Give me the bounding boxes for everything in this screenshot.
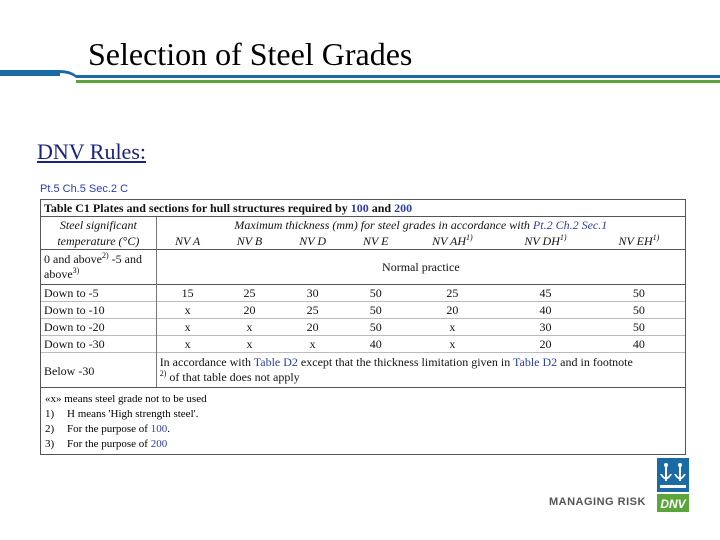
row-label: Down to -10	[41, 302, 156, 319]
row-label	[41, 250, 156, 285]
x-note: «x» means steel grade not to be used	[45, 393, 207, 405]
steel-grade-table	[40, 199, 686, 455]
caption-ref-100[interactable]: 100	[350, 201, 369, 215]
table-row	[41, 285, 685, 302]
footnote-ref-200[interactable]: 200	[150, 438, 168, 450]
row-label: Below -30	[41, 353, 156, 388]
cell: 50	[632, 303, 645, 317]
grade-header: NV D	[299, 234, 326, 248]
grade-label: NV EH	[618, 234, 653, 248]
cell: 30	[306, 286, 319, 300]
cell: x	[246, 337, 253, 351]
cell: 45	[539, 286, 552, 300]
dnv-rules-heading: DNV Rules:	[37, 139, 146, 164]
grade-label: NV AH	[432, 234, 467, 248]
cell: x	[309, 337, 316, 351]
row-label-text: 0 and above	[44, 252, 102, 266]
header-temp-label-2: temperature (°C)	[41, 233, 156, 250]
table-d2-link[interactable]: Table D2	[253, 355, 298, 369]
cell: 20	[243, 303, 256, 317]
below-footnote: 2)	[159, 369, 167, 378]
header-rule	[0, 70, 720, 90]
cell: 30	[539, 320, 552, 334]
below-text-part: In accordance with	[159, 355, 254, 369]
managing-risk-tagline: MANAGING RISK	[549, 496, 646, 508]
table-caption	[41, 200, 685, 217]
footnote-text: For the purpose of	[67, 423, 151, 435]
table-notes	[41, 387, 685, 454]
cell: x	[449, 320, 456, 334]
below-text-part: except that the thickness limitation given in	[297, 355, 513, 369]
cell: 25	[306, 303, 319, 317]
cell: 25	[243, 286, 256, 300]
cell: x	[184, 303, 191, 317]
header-row-1	[41, 217, 685, 234]
table-row	[41, 336, 685, 353]
header-temp-label-1: Steel significant	[41, 217, 156, 234]
grade-footnote: 1)	[652, 233, 660, 242]
cell: x	[246, 320, 253, 334]
row-label-footnote: 3)	[72, 266, 80, 275]
cell: 40	[369, 337, 382, 351]
grade-header	[498, 233, 593, 250]
cell: x	[184, 337, 191, 351]
below-text	[156, 353, 685, 388]
footnote-text: For the purpose of	[67, 438, 151, 450]
below-text-part: of that table does not apply	[166, 370, 300, 384]
rule-reference: Pt.5 Ch.5 Sec.2 C	[40, 183, 129, 195]
row-label-text: above	[44, 267, 73, 281]
cell: 20	[539, 337, 552, 351]
caption-ref-200[interactable]: 200	[394, 201, 413, 215]
cell: 20	[446, 303, 459, 317]
table-d2-link[interactable]: Table D2	[513, 355, 558, 369]
cell: 15	[181, 286, 194, 300]
header-span	[156, 217, 685, 234]
grade-header	[407, 233, 499, 250]
row-label-text: -5 and	[108, 252, 142, 266]
cell: 50	[632, 286, 645, 300]
slide-title: Selection of Steel Grades	[88, 36, 413, 72]
below-text-part: and in footnote	[557, 355, 633, 369]
grade-header: NV A	[175, 234, 201, 248]
cell: 40	[539, 303, 552, 317]
cell: 50	[369, 303, 382, 317]
grade-header	[593, 233, 685, 250]
cell: 50	[369, 320, 382, 334]
header-span-ref[interactable]: Pt.2 Ch.2 Sec.1	[532, 218, 608, 232]
cell: 50	[369, 286, 382, 300]
cell: 40	[632, 337, 645, 351]
grade-footnote: 1)	[559, 233, 567, 242]
cell: 25	[446, 286, 459, 300]
dnv-logo-icon	[657, 458, 689, 512]
logo-text: DNV	[660, 497, 686, 511]
grade-header: NV E	[363, 234, 389, 248]
footnote-number: 3)	[45, 438, 55, 450]
header-row-2	[41, 233, 685, 250]
cell: x	[184, 320, 191, 334]
row-label: Down to -30	[41, 336, 156, 353]
grade-footnote: 1)	[466, 233, 473, 242]
header-span-text: Maximum thickness (mm) for steel grades in accordance with	[234, 218, 533, 232]
row-label: Down to -5	[41, 285, 156, 302]
caption-text: Table C1 Plates and sections for hull structures required by	[44, 201, 351, 215]
cell: 20	[306, 320, 319, 334]
footnote-3	[45, 437, 681, 452]
grade-header: NV B	[236, 234, 263, 248]
footnote-text: H means 'High strength steel'.	[67, 408, 199, 420]
table-caption-row	[41, 200, 685, 217]
cell: x	[449, 337, 456, 351]
table-row-normal	[41, 250, 685, 285]
footnote-ref-100[interactable]: 100	[150, 423, 168, 435]
footnote-1	[45, 407, 681, 422]
table-row	[41, 302, 685, 319]
table-row	[41, 319, 685, 336]
footnote-number: 2)	[45, 423, 55, 435]
table-row-below	[41, 353, 685, 388]
grade-label: NV DH	[524, 234, 560, 248]
caption-and: and	[368, 201, 395, 215]
footnote-text: .	[167, 423, 170, 435]
row-label: Down to -20	[41, 319, 156, 336]
row-label-footnote: 2)	[101, 251, 109, 260]
cell: 50	[632, 320, 645, 334]
footnote-2	[45, 422, 681, 437]
footnote-number: 1)	[45, 408, 55, 420]
normal-practice: Normal practice	[382, 260, 460, 274]
